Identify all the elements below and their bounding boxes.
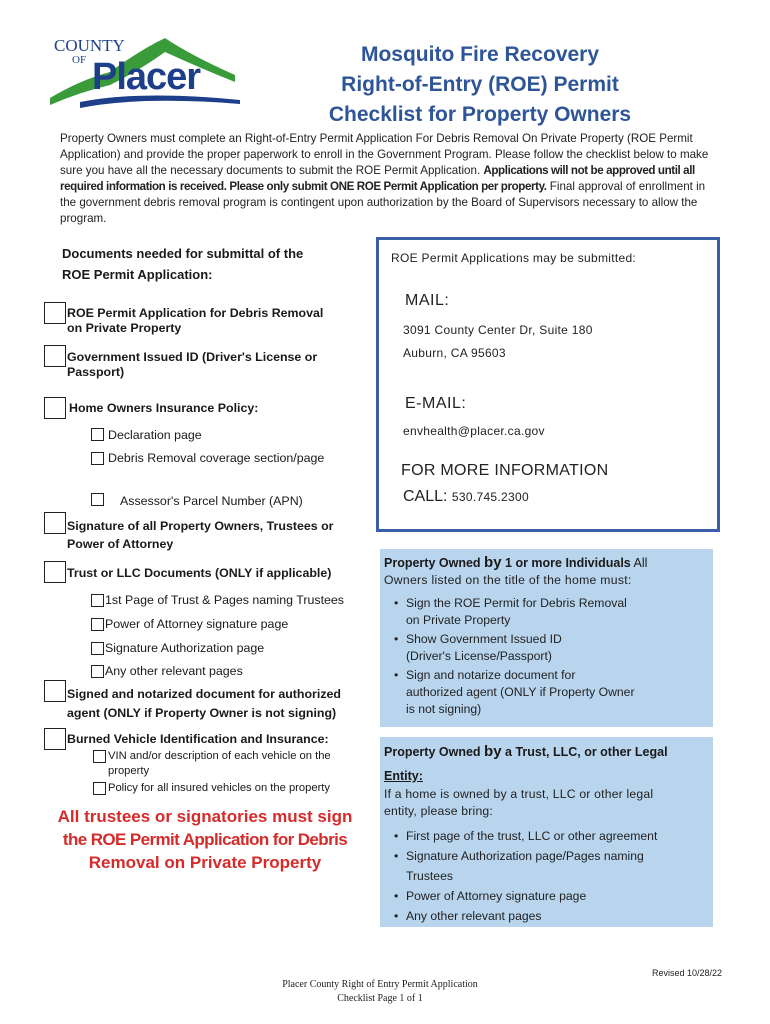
trust-heading-entity: Entity: [384,769,423,783]
more-info-label: FOR MORE INFORMATION [401,462,609,479]
mail-label: MAIL: [405,292,450,309]
warning-line-1: All trustees or signatories must sign [57,807,353,826]
item-debris-coverage: Debris Removal coverage section/page [108,451,325,465]
checkbox-sig-auth-page[interactable] [91,642,104,655]
checkbox-trust-docs[interactable] [44,561,66,583]
item-vehicle-policy: Policy for all insured vehicles on the property [108,782,330,794]
call-label: CALL: [403,488,448,505]
footer-line-2: Checklist Page 1 of 1 [337,993,423,1004]
item-notarized-doc-line-1: Signed and notarized document for authorized [67,687,341,701]
item-roe-application [67,306,323,336]
trust-bullet-2-line-2: Trustees [406,869,453,883]
signatories-warning [40,805,370,874]
documents-heading-line-2: ROE Permit Application: [62,267,213,282]
submission-intro: ROE Permit Applications may be submitted: [391,251,637,265]
item-apn: Assessor's Parcel Number (APN) [120,494,303,508]
trust-bullet-2-line-1: • Signature Authorization page/Pages naming [406,849,644,863]
item-vin [108,749,331,779]
individuals-bullet-3 [384,667,704,718]
item-insurance-policy: Home Owners Insurance Policy: [69,401,259,415]
item-sig-auth-page: Signature Authorization page [105,641,265,655]
page-title [300,40,660,130]
warning-line-3: Removal on Private Property [88,853,322,872]
trust-bullet-3: • Power of Attorney signature page [384,886,709,906]
intro-paragraph [60,131,715,227]
revised-date: Revised 10/28/22 [652,968,723,978]
individuals-heading-c: All [630,556,648,570]
checkbox-vehicle[interactable] [44,728,66,750]
item-vehicle: Burned Vehicle Identification and Insurance: [67,732,329,746]
email-label: E-MAIL: [405,395,467,412]
intro-bold-text: Applications will not be approved until all required information is received. Please only submit ONE ROE Permit Application per property. [60,164,695,193]
mail-address-line-2: Auburn, CA 95603 [403,346,506,360]
item-signatures [67,517,333,553]
checkbox-debris-coverage[interactable] [91,452,104,465]
checkbox-government-id[interactable] [44,345,66,367]
documents-heading-line-1: Documents needed for submittal of the [62,246,304,261]
checkbox-poa-page[interactable] [91,618,104,631]
intro-text: Property Owners must complete an Right-of-Entry Permit Application For Debris Removal On Private Property (ROE Permit Application) and provide the proper paperwork to enroll in the Government Program. Please follow the checklist below to make sure you have all the necessary documents to submit the ROE Permit Application. [60,132,709,177]
item-trust-first-page: 1st Page of Trust & Pages naming Trustees [105,593,344,607]
individuals-heading [384,554,647,571]
trust-subtext-line-1: If a home is owned by a trust, LLC or other legal [384,787,654,801]
item-other-pages: Any other relevant pages [105,664,243,678]
individuals-bullet-3-line-2: authorized agent (ONLY if Property Owner [406,685,635,699]
trust-subtext-line-2: entity, please bring: [384,804,493,818]
item-notarized-doc [67,685,341,723]
individuals-bullet-1-line-2: on Private Property [406,613,511,627]
logo-of-text: OF [72,54,87,66]
mail-address-line-1: 3091 County Center Dr, Suite 180 [403,323,593,337]
checkbox-notarized-doc[interactable] [44,680,66,702]
footer-line-1: Placer County Right of Entry Permit Application [282,979,478,990]
intro-tail-text: Final approval of enrollment in the government debris removal program is contingent upon authorization by the Board of Supervisors necessary to allow the program. [60,180,706,225]
checkbox-vehicle-policy[interactable] [93,782,106,795]
trust-subtext [384,786,653,820]
checkbox-vin[interactable] [93,750,106,763]
trust-list [384,826,709,926]
checkbox-declaration-page[interactable] [91,428,104,441]
individuals-heading-a: Property Owned [384,556,485,570]
individuals-bullet-2-line-2: (Driver's License/Passport) [406,649,552,663]
title-line-2: Right-of-Entry (ROE) Permit [341,73,619,96]
individuals-bullet-2 [384,631,704,665]
trust-heading-a: Property Owned [384,745,485,759]
call-line [403,488,529,506]
logo-county-text: COUNTY [54,36,125,55]
submission-box [376,237,720,532]
item-roe-application-line-1: ROE Permit Application for Debris Removal [67,306,324,320]
item-roe-application-line-2: on Private Property [67,321,182,335]
item-government-id [67,350,317,380]
item-signatures-line-2: Power of Attorney [67,537,174,551]
individuals-bullet-1 [384,595,704,629]
county-logo [40,30,250,115]
individuals-box [380,549,713,727]
item-poa-page: Power of Attorney signature page [105,617,289,631]
checkbox-insurance-policy[interactable] [44,397,66,419]
checkbox-trust-first-page[interactable] [91,594,104,607]
individuals-bullet-3-line-3: is not signing) [406,702,482,716]
item-government-id-line-1: Government Issued ID (Driver's License or [67,350,318,364]
individuals-bullet-2-line-1: • Show Government Issued ID [406,632,562,646]
trust-heading [384,743,668,761]
item-government-id-line-2: Passport) [67,365,125,379]
item-vin-line-1: VIN and/or description of each vehicle on the [108,750,331,762]
trust-heading-b: a Trust, LLC, or other Legal [501,745,668,759]
logo-placer-text: Placer [92,56,201,98]
individuals-bullet-1-line-1: • Sign the ROE Permit for Debris Removal [406,596,627,610]
trust-bullet-1: • First page of the trust, LLC or other agreement [384,826,709,846]
title-line-1: Mosquito Fire Recovery [360,43,600,66]
phone-number[interactable]: 530.745.2300 [451,490,529,504]
trust-heading-by: by [484,743,502,760]
item-signatures-line-1: Signature of all Property Owners, Trustees or [67,519,334,533]
warning-line-2: the ROE Permit Application for Debris [62,830,348,849]
documents-heading [62,243,303,285]
checkbox-roe-application[interactable] [44,302,66,324]
checkbox-apn[interactable] [91,493,104,506]
checkbox-signatures[interactable] [44,512,66,534]
individuals-subtext: Owners listed on the title of the home must: [384,573,632,587]
item-notarized-doc-line-2: agent (ONLY if Property Owner is not signing) [67,706,337,720]
individuals-list [384,595,704,718]
trust-bullet-2 [384,846,709,886]
page-footer [240,978,520,1006]
individuals-heading-b: 1 or more Individuals [501,556,631,570]
item-declaration-page: Declaration page [108,428,202,442]
title-line-3: Checklist for Property Owners [328,103,632,126]
trust-bullet-4: • Any other relevant pages [384,906,709,926]
individuals-heading-by: by [484,554,502,571]
trust-entity-box [380,737,713,927]
item-vin-line-2: property [108,765,150,777]
email-address[interactable]: envhealth@placer.ca.gov [403,424,545,438]
individuals-bullet-3-line-1: • Sign and notarize document for [406,668,576,682]
item-trust-docs: Trust or LLC Documents (ONLY if applicable) [67,566,332,580]
checkbox-other-pages[interactable] [91,665,104,678]
